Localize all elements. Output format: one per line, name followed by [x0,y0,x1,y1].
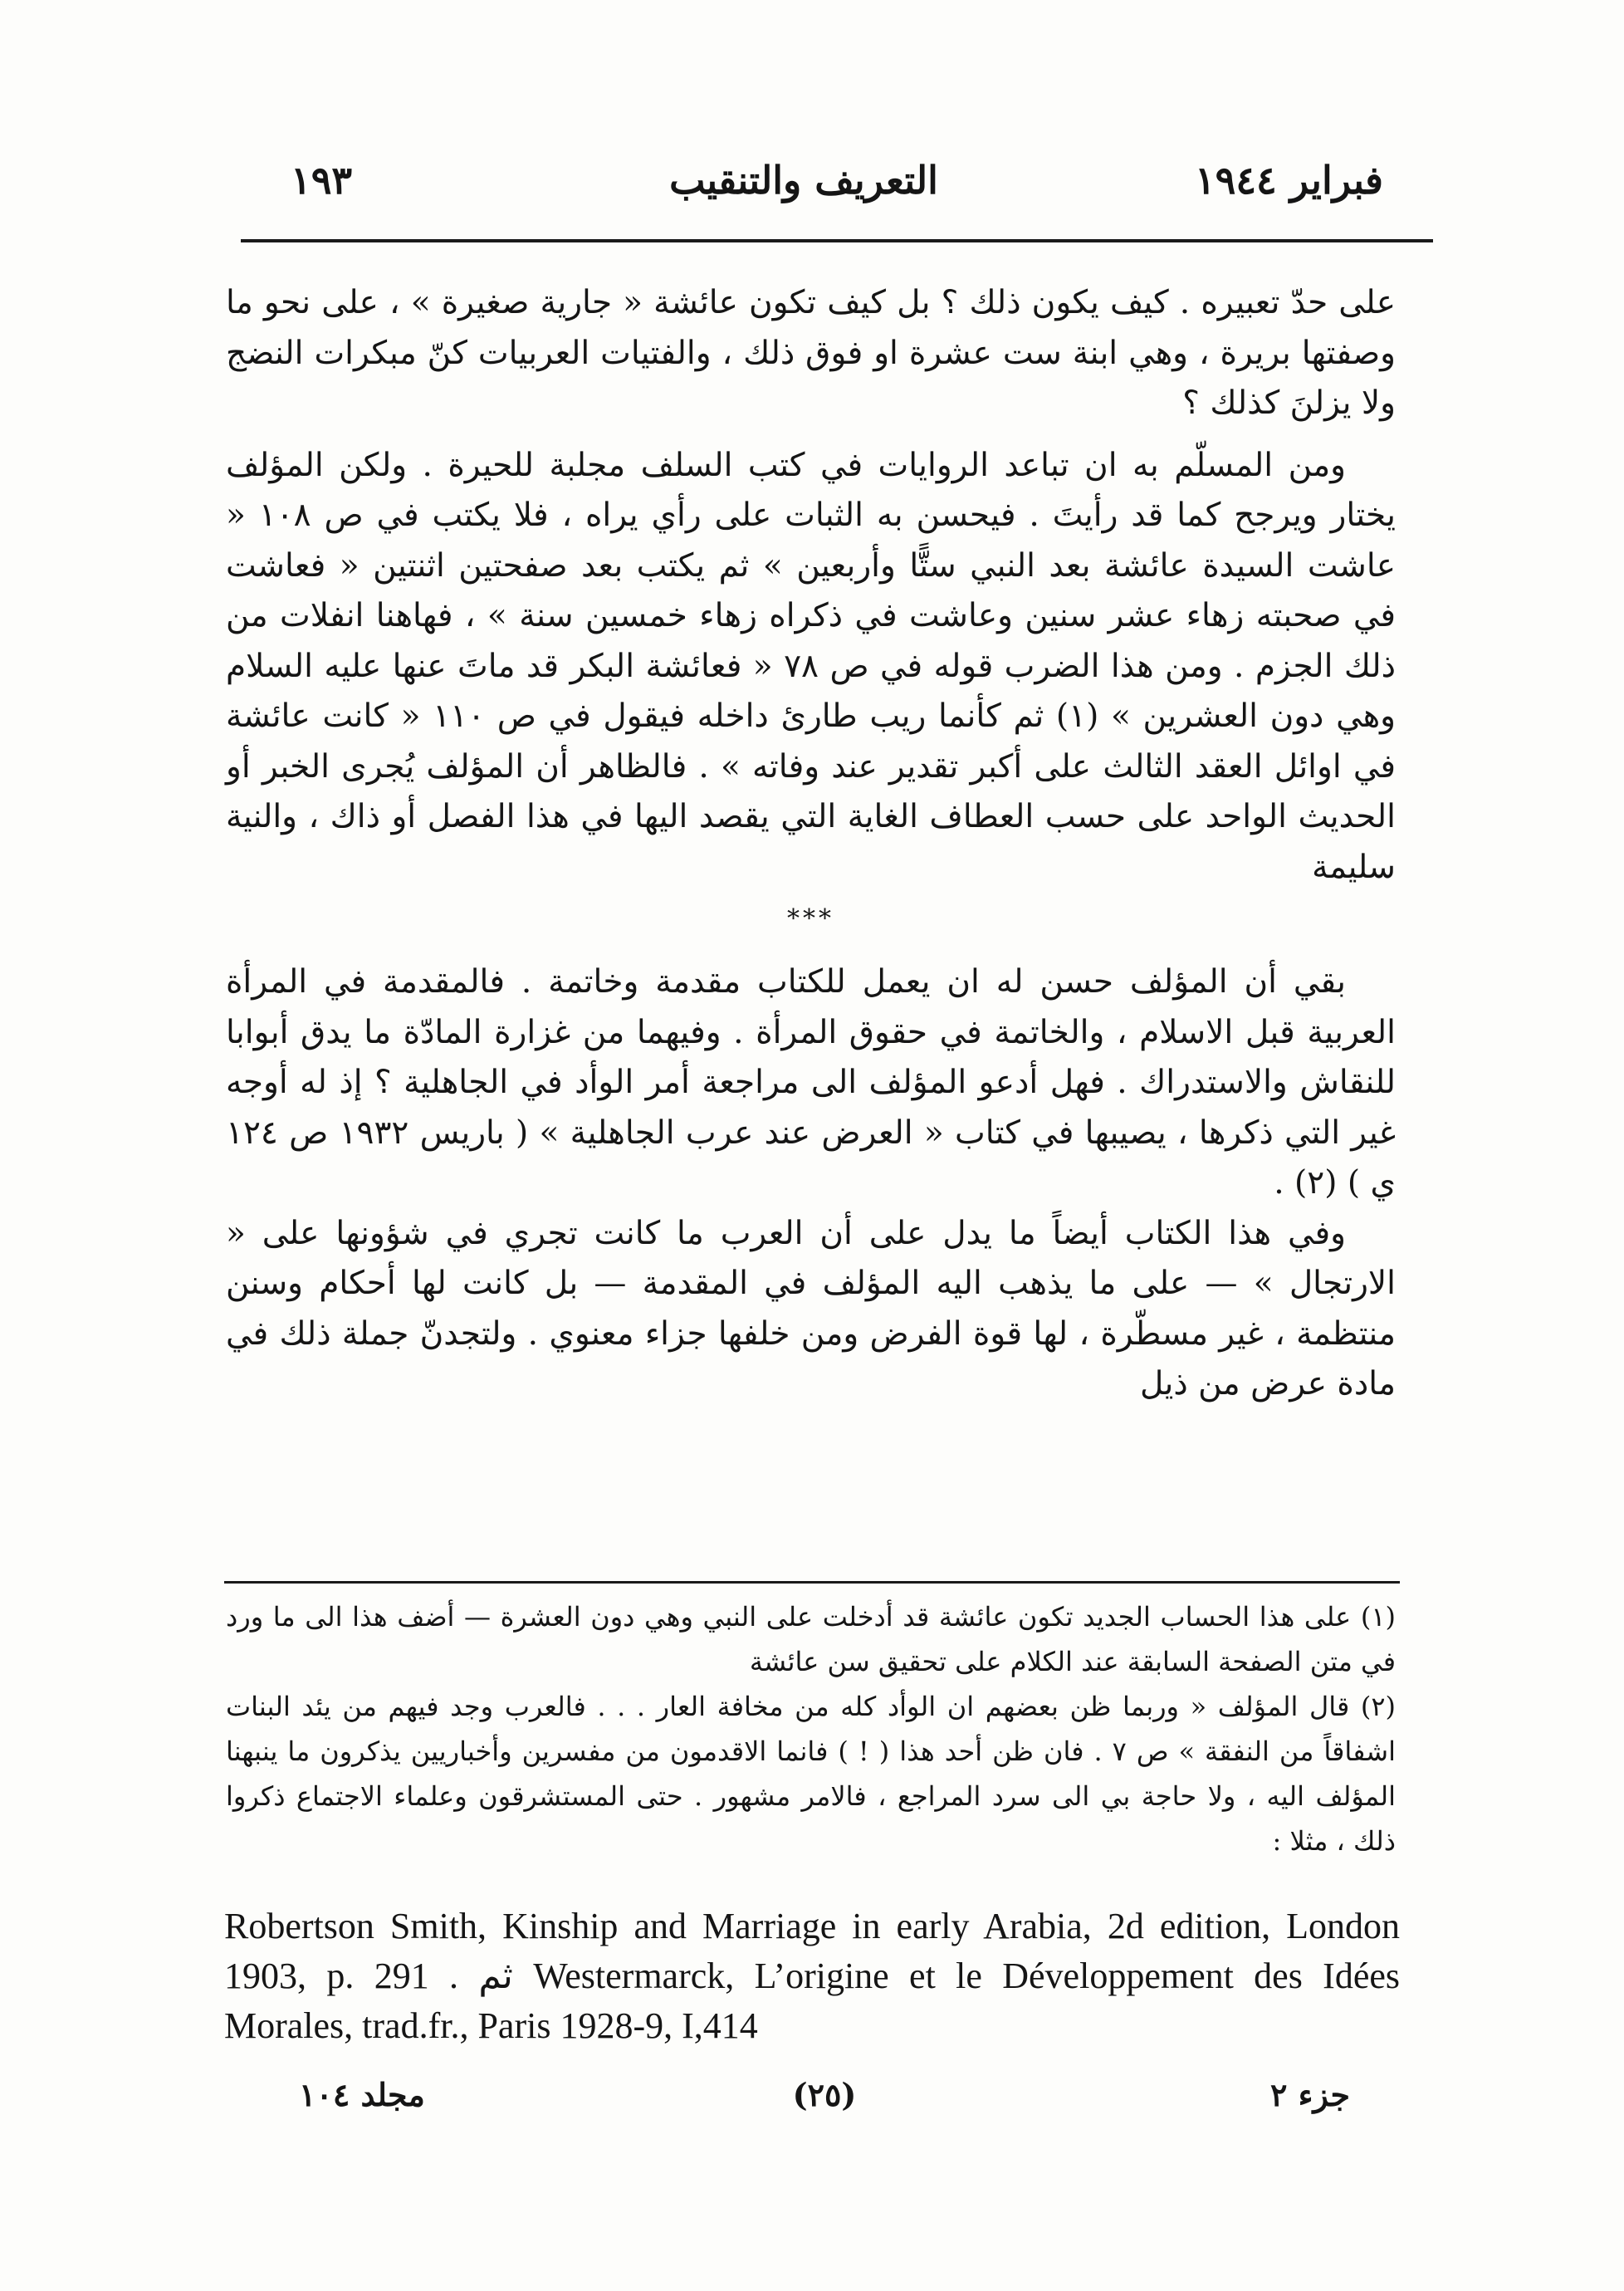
paragraph: على حدّ تعبيره . كيف يكون ذلك ؟ بل كيف تكون عائشة « جارية صغيرة » ، على نحو ما وصفتها بريرة ، وهي ابنة ست عشرة او فوق ذلك ، والفتيات العربيات كنّ مبكرات النضج ولا يزلنَ كذلك ؟ [226,284,1396,422]
page-number: ١٩٣ [291,158,353,203]
main-text [226,278,1396,1410]
section-title: التعريف والتنقيب [669,158,938,203]
sheet-number: (٢٥) [792,2076,857,2113]
paragraph: وفي هذا الكتاب أيضاً ما يدل على أن العرب ما كانت تجري في شؤونها على « الارتجال » — على ما يذهب اليه المؤلف في المقدمة — بل كانت لها أحكام وسنن منتظمة ، غير مسطّرة ، لها قوة الفرض ومن خلفها جزاء معنوي . ولتجدنّ جملة ذلك في مادة عرض من ذيل [226,1214,1396,1403]
footnote: (١) على هذا الحساب الجديد تكون عائشة قد أدخلت على النبي وهي دون العشرة — أضف هذا الى ما ورد في متن الصفحة السابقة عند الكلام على تحقيق سن عائشة [226,1601,1396,1677]
footnote-rule [224,1581,1400,1584]
page-footer [299,2076,1350,2134]
running-header [224,158,1383,224]
paragraph: بقي أن المؤلف حسن له ان يعمل للكتاب مقدمة وخاتمة . فالمقدمة في المرأة العربية قبل الاسلام ، والخاتمة في حقوق المرأة . وفيهما من غزارة المادّة ما يدق أبوابا للنقاش والاستدراك . فهل أدعو المؤلف الى مراجعة أمر الوأد في الجاهلية ؟ إذ له أوجه غير التي ذكرها ، يصيبها في كتاب « العرض عند عرب الجاهلية » ( باريس ١٩٣٢ ص ١٢٤ ي ) (٢) . [226,963,1396,1202]
footnotes [226,1594,1396,1863]
footnote: (٢) قال المؤلف « وربما ظن بعضهم ان الوأد كله من مخافة العار . . . فالعرب وجد فيهم من يئد البنات اشفاقاً من النفقة » ص ٧ . فان ظن أحد هذا ( ! ) فانما الاقدمون من مفسرين وأخباريين يذكرون ما ينبهنا المؤلف اليه ، ولا حاجة بي الى سرد المراجع ، فالامر مشهور . حتى المستشرقون وعلماء الاجتماع ذكروا ذلك ، مثلا : [226,1691,1397,1857]
latin-references: Robertson Smith, Kinship and Marriage in early Arabia, 2d edition, London 1903, p. 291 . ثم Westermarck, L’origine et le Développement des Idées Morales, trad.fr., Paris 1928-9, I,414 [224,1906,1400,2046]
paragraph: ومن المسلّم به ان تباعد الروايات في كتب السلف مجلبة للحيرة . ولكن المؤلف يختار ويرجح كما قد رأيتَ . فيحسن به الثبات على رأي يراه ، فلا يكتب في ص ١٠٨ « عاشت السيدة عائشة بعد النبي ستًّا وأربعين » ثم يكتب بعد صفحتين اثنتين « فعاشت في صحبته زهاء عشر سنين وعاشت في ذكراه زهاء خمسين سنة » ، فهاهنا انفلات من ذلك الجزم . ومن هذا الضرب قوله في ص ٧٨ « فعائشة البكر قد ماتَ عنها عليه السلام وهي دون العشرين » (١) ثم كأنما ريب طارئ داخله فيقول في ص ١١٠ « كانت عائشة في اوائل العقد الثالث على أكبر تقدير عند وفاته » . فالظاهر أن المؤلف يُجرى الخبر أو الحديث الواحد على حسب العطاف الغاية التي يقصد اليها في هذا الفصل أو ذاك ، والنية سليمة [226,446,1397,886]
part-number: جزء ٢ [1270,2076,1350,2113]
issue-date: فبراير ١٩٤٤ [1194,158,1383,203]
volume-number: مجلد ١٠٤ [299,2076,425,2113]
section-separator: *** [787,904,834,933]
header-rule [241,239,1433,242]
